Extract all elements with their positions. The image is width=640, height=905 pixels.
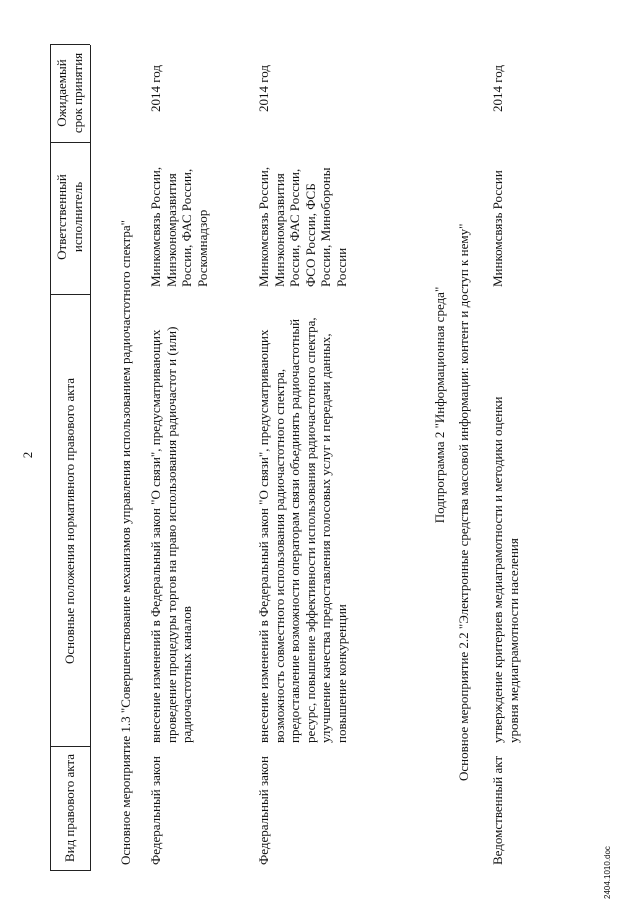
row-3-term: 2014 год: [490, 65, 505, 112]
row-3-act-type: Ведомственный акт: [490, 755, 505, 865]
section-measure-1-3: Основное мероприятие 1.3 "Совершенствование механизмов управления использованием радиочастотного спектра": [118, 220, 133, 865]
header-top-border: [50, 45, 51, 871]
page-number: 2: [20, 451, 35, 459]
header-act-type: Вид правового акта: [62, 753, 77, 863]
row-2-content: внесение изменений в Федеральный закон "О связи", предусматривающих возможность совместного использования радиочастотного спектра, предоставление возможности операторам связи объединять радиочастотный ресурс, повышение эффективности использования радиочастотного спектра, улучшение качества предоставления голосовых услуг и передачи данных, повышение конкуренции: [256, 317, 349, 743]
header-right-border: [50, 44, 90, 45]
header-main-provisions: Основные положения нормативного правового акта: [62, 377, 77, 665]
footer-document-id: 2404.1010.doc: [603, 846, 612, 899]
header-expected-term: Ожидаемый срок принятия: [54, 52, 85, 134]
row-3-executor: Минкомсвязь России: [490, 170, 505, 287]
row-3-content: утверждение критериев медиаграмотности и методики оценки уровня медиаграмотности населения: [490, 396, 521, 743]
row-2-term: 2014 год: [256, 65, 271, 112]
header-responsible-executor: Ответственный исполнитель: [54, 174, 85, 260]
row-2-executor: Минкомсвязь России, Минэкономразвития России, ФАС России, ФСО России, ФСБ России, Минобороны России: [256, 166, 349, 287]
header-bottom-border: [90, 45, 91, 871]
row-1-act-type: Федеральный закон: [148, 756, 163, 865]
header-divider-3: [50, 142, 90, 143]
header-divider-1: [50, 746, 90, 747]
section-subprogram-2: Подпрограмма 2 "Информационная среда": [432, 286, 447, 524]
header-divider-2: [50, 294, 90, 295]
row-1-content: внесение изменений в Федеральный закон "О связи", предусматривающих проведение процедуры торгов на право использования радиочастот и (или) радиочастотных каналов: [148, 326, 194, 743]
section-measure-2-2: Основное мероприятие 2.2 "Электронные средства массовой информации: контент и доступ к нему": [456, 223, 471, 781]
row-1-executor: Минкомсвязь России, Минэкономразвития России, ФАС России, Роскомнадзор: [148, 166, 210, 287]
header-left-border: [50, 870, 90, 871]
row-1-term: 2014 год: [148, 65, 163, 112]
row-2-act-type: Федеральный закон: [256, 756, 271, 865]
